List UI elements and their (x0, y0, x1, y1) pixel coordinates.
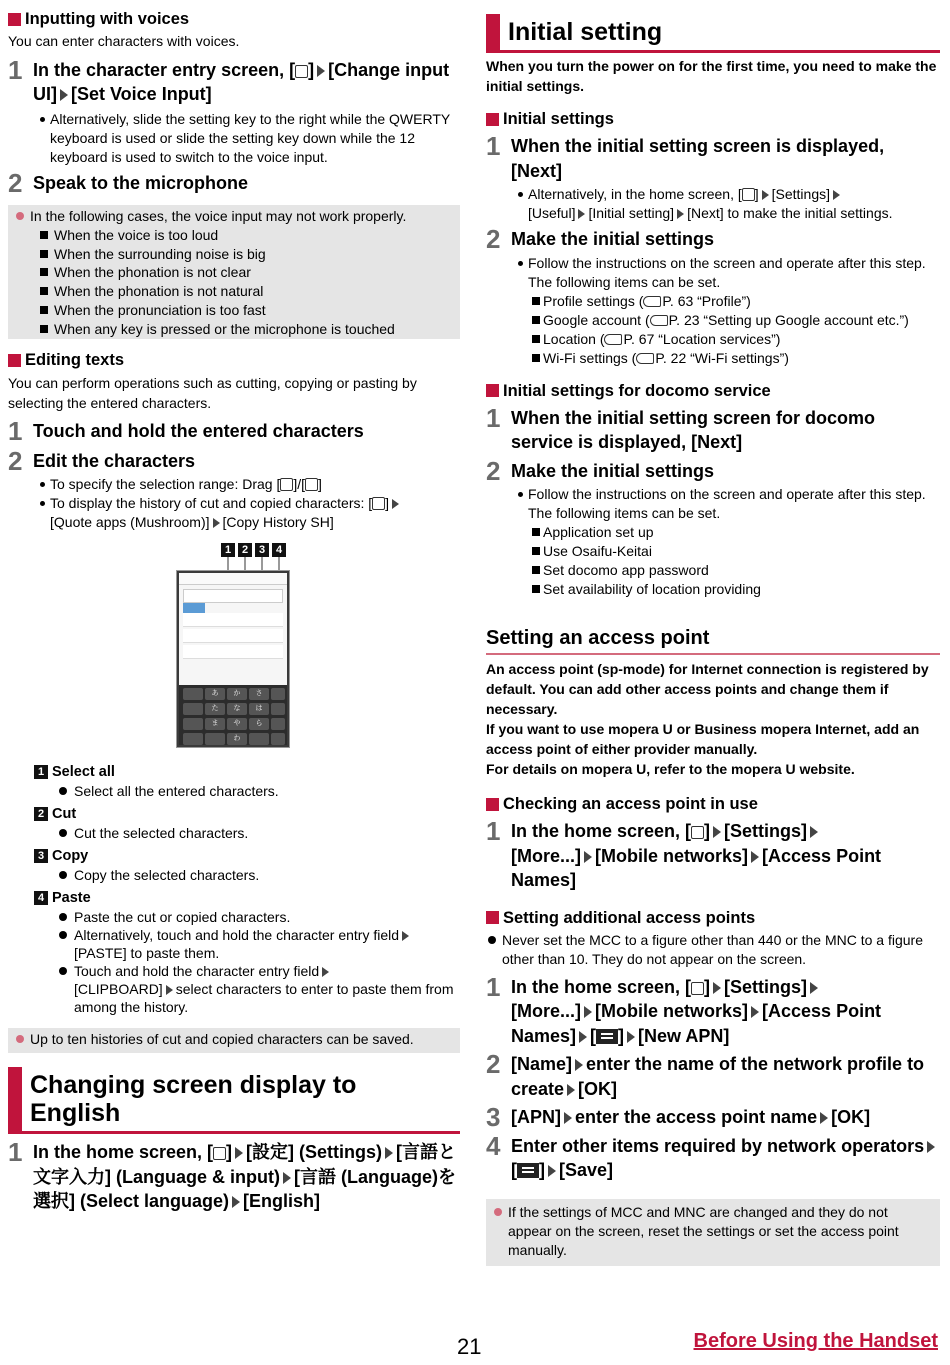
initial-intro: When you turn the power on for the first time, you need to make the initial settings. (486, 58, 937, 94)
arrow-icon (283, 1172, 291, 1184)
callout-2: 2 (238, 543, 252, 557)
right-column: Initial setting When you turn the power on for the first time, you need to make the initial settings. Initial settings 1 When the initial setting screen is displayed, [Next] Alternatively, in the home screen, [ ] [Settings] [Useful] [Initial setting] [Next] to make the initial settings. 2 Make the initial settings Follow the instructions on the screen and operate after this step. The following items can be set. Profile settings ( P. 63 “Profile”) Google account ( P. 23 “Setting up Google account etc.”) Location ( P. 67 “Location services”) Wi-Fi settings ( P. 22 “Wi-Fi settings”) Initial settings for docomo service 1 When the initial setting screen for docomo service is displayed, [Next] 2 Make the initial settings Follow the instructions on the screen and operate after this step. The following items can be set. Application set up Use Osaifu-Keitai Set docomo app password Set availability of location providing Setting an access point An access point (sp-mode) for Internet connection is registered by default. You can add other access points and change them if necessary. If you want to use mopera U or Business mopera Internet, add an access point of either provider manually. For details on mopera U, refer to the mopera U website. Checking an access point in use 1 In the home screen, [ ] [Settings] [More...] [Mobile networks] [Access Point Names] Setting additional access points Never set the MCC to a figure other than 440 or the MNC to a figure other than 10. They do not appear on the screen. 1 In the home screen, [ ] [Settings] [More...] [Mobile networks] [Access Point Names] [ ] [New APN] 2 [Name] enter the name of the network profile to create [OK] 3 [APN] enter the access point name [OK] 4 Enter other items required by network operators[ ] [Save] If the settings of MCC and MNC are changed and they do not appear on the screen, reset the settings or set the access point manually. (486, 8, 940, 1266)
square-marker-icon (486, 798, 499, 811)
item-paste: 4 Paste (34, 888, 460, 908)
add-step-3: 3 [APN] enter the access point name [OK] (486, 1102, 871, 1132)
phone-screenshot (176, 570, 290, 748)
arrow-icon (584, 851, 592, 863)
arrow-icon (584, 1006, 592, 1018)
apps-icon (742, 188, 755, 201)
docomo-step-2: 2 Make the initial settings (486, 455, 715, 486)
editing-step-2: 2 Edit the characters (8, 445, 196, 476)
section-heading-initial: Initial setting (486, 14, 940, 50)
arrow-icon (385, 1147, 393, 1159)
heading-rule (8, 1131, 460, 1134)
reference-icon (604, 334, 622, 345)
arrow-icon (751, 851, 759, 863)
setting-key-icon (372, 497, 385, 510)
arrow-icon (402, 931, 409, 941)
arrow-icon (627, 1031, 635, 1043)
access-note: If the settings of MCC and MNC are changed and they do not appear on the screen, reset the settings or set the access point manually. (486, 1199, 940, 1266)
arrow-icon (677, 209, 684, 219)
editing-bullet-2: To display the history of cut and copied characters: [ ] [Quote apps (Mushroom)] [Copy History SH] (8, 494, 460, 532)
subheading-initial-settings: Initial settings (486, 108, 940, 130)
reference-icon (636, 353, 654, 364)
callout-4: 4 (272, 543, 286, 557)
arrow-icon (232, 1196, 240, 1208)
chapter-link[interactable]: Before Using the Handset (693, 1330, 938, 1352)
arrow-icon (322, 967, 329, 977)
voice-step-1: 1 In the character entry screen, [ ] [Change input UI] [Set Voice Input] (8, 54, 450, 104)
menu-icon (517, 1163, 539, 1178)
arrow-icon (762, 190, 769, 200)
voice-step1-bullet: Alternatively, slide the setting key to the right while the QWERTY keyboard is used or slide the setting key down while the 12 keyboard is used to switch to the voice input. (8, 110, 460, 167)
initial-step-1: 1 When the initial setting screen is displayed, [Next] (486, 131, 885, 181)
arrow-icon (927, 1141, 935, 1153)
reference-icon (643, 296, 661, 307)
square-marker-icon (8, 354, 21, 367)
square-marker-icon (486, 911, 499, 924)
arrow-icon (810, 982, 818, 994)
editing-note: Up to ten histories of cut and copied characters can be saved. (8, 1028, 460, 1053)
arrow-icon (392, 499, 399, 509)
apps-icon (213, 1147, 226, 1160)
reference-icon (650, 315, 668, 326)
subheading-docomo: Initial settings for docomo service (486, 380, 940, 402)
access-intro: An access point (sp-mode) for Internet connection is registered by default. You can add other access points and change them if necessary. If you want to use mopera U or Business mopera Internet, add an access point of either provider manually. For details on mopera U, refer to the mopera U website. (486, 661, 929, 777)
editing-intro: You can perform operations such as cutting, copying or pasting by selecting the entered characters. (8, 375, 417, 411)
arrow-icon (751, 1006, 759, 1018)
add-step-4: 4 Enter other items required by network operators[ ] [Save] (486, 1134, 940, 1183)
editing-bullet-1: To specify the selection range: Drag [ ]/[ ] (8, 475, 460, 494)
apps-icon (691, 826, 704, 839)
setting-key-icon (295, 65, 308, 78)
initial-step1-bullet: Alternatively, in the home screen, [ ] [Settings] [Useful] [Initial setting] [Next] to make the initial settings. (486, 185, 940, 223)
apps-icon (691, 982, 704, 995)
item-copy: 3 Copy (34, 846, 460, 866)
voice-intro: You can enter characters with voices. (8, 33, 240, 49)
arrow-icon (567, 1084, 575, 1096)
edit-items: 1 Select all Select all the entered characters. 2 Cut Cut the selected characters. 3 Copy Copy the selected characters. 4 Paste Paste the cut or copied characters. Alternatively, touch and hold the character entry field [PASTE] to paste them. Touch and hold the character entry field [CLIPBOARD] select characters to enter to paste them from among the history. (8, 762, 460, 1016)
callout-1: 1 (221, 543, 235, 557)
menu-icon (596, 1029, 618, 1044)
arrow-icon (713, 826, 721, 838)
editing-step-1: 1 Touch and hold the entered characters (8, 416, 364, 446)
arrow-icon (713, 982, 721, 994)
handle-left-icon (280, 478, 293, 491)
arrow-icon (833, 190, 840, 200)
english-step-1: 1 In the home screen, [ ] [設定] (Settings) [言語と文字入力] (Language & input) [言語 (Language)を選択] (Select language) [English] (8, 1137, 457, 1211)
item-cut: 2 Cut (34, 804, 460, 824)
voice-note: In the following cases, the voice input may not work properly. When the voice is too loud When the surrounding noise is big When the phonation is not clear When the phonation is not natural When the pronunciation is too fast When any key is pressed or the microphone is touched (8, 205, 460, 339)
handle-right-icon (305, 478, 318, 491)
arrow-icon (548, 1165, 556, 1177)
voice-step-2: 2 Speak to the microphone (8, 167, 249, 198)
page-number: 21 (457, 1334, 482, 1359)
subheading-additional: Setting additional access points (486, 907, 940, 929)
add-step-2: 2 [Name] enter the name of the network profile to create [OK] (486, 1049, 925, 1099)
section-heading-editing: Editing texts (8, 349, 460, 371)
arrow-icon (820, 1112, 828, 1124)
section-heading-english: Changing screen display to English (8, 1067, 460, 1131)
square-marker-icon (486, 113, 499, 126)
add-step-1: 1 In the home screen, [ ] [Settings] [More...] [Mobile networks] [Access Point Names] [ ] [New APN] (486, 971, 882, 1046)
section-heading-voice: Inputting with voices (8, 8, 460, 30)
arrow-icon (575, 1059, 583, 1071)
arrow-icon (579, 1031, 587, 1043)
heading-rule (486, 653, 940, 655)
arrow-icon (235, 1147, 243, 1159)
arrow-icon (213, 518, 220, 528)
initial-step-2: 2 Make the initial settings (486, 224, 715, 254)
arrow-icon (317, 65, 325, 77)
arrow-icon (60, 89, 68, 101)
arrow-icon (166, 985, 173, 995)
access-warning: Never set the MCC to a figure other than 440 or the MNC to a figure other than 10. They do not appear on the screen. (486, 931, 940, 969)
section-heading-access-point: Setting an access point (486, 627, 710, 649)
square-marker-icon (486, 384, 499, 397)
arrow-icon (810, 826, 818, 838)
check-step-1: 1 In the home screen, [ ] [Settings] [More...] [Mobile networks] [Access Point Names] (486, 816, 882, 890)
heading-rule (486, 50, 940, 53)
arrow-icon (578, 209, 585, 219)
docomo-step-1: 1 When the initial setting screen for docomo service is displayed, [Next] (486, 402, 876, 452)
callout-3: 3 (255, 543, 269, 557)
item-select-all: 1 Select all (34, 762, 460, 782)
square-marker-icon (8, 13, 21, 26)
subheading-checking: Checking an access point in use (486, 793, 940, 815)
arrow-icon (564, 1112, 572, 1124)
keyboard: あ か さ た な は ま や ら わ (179, 685, 287, 745)
